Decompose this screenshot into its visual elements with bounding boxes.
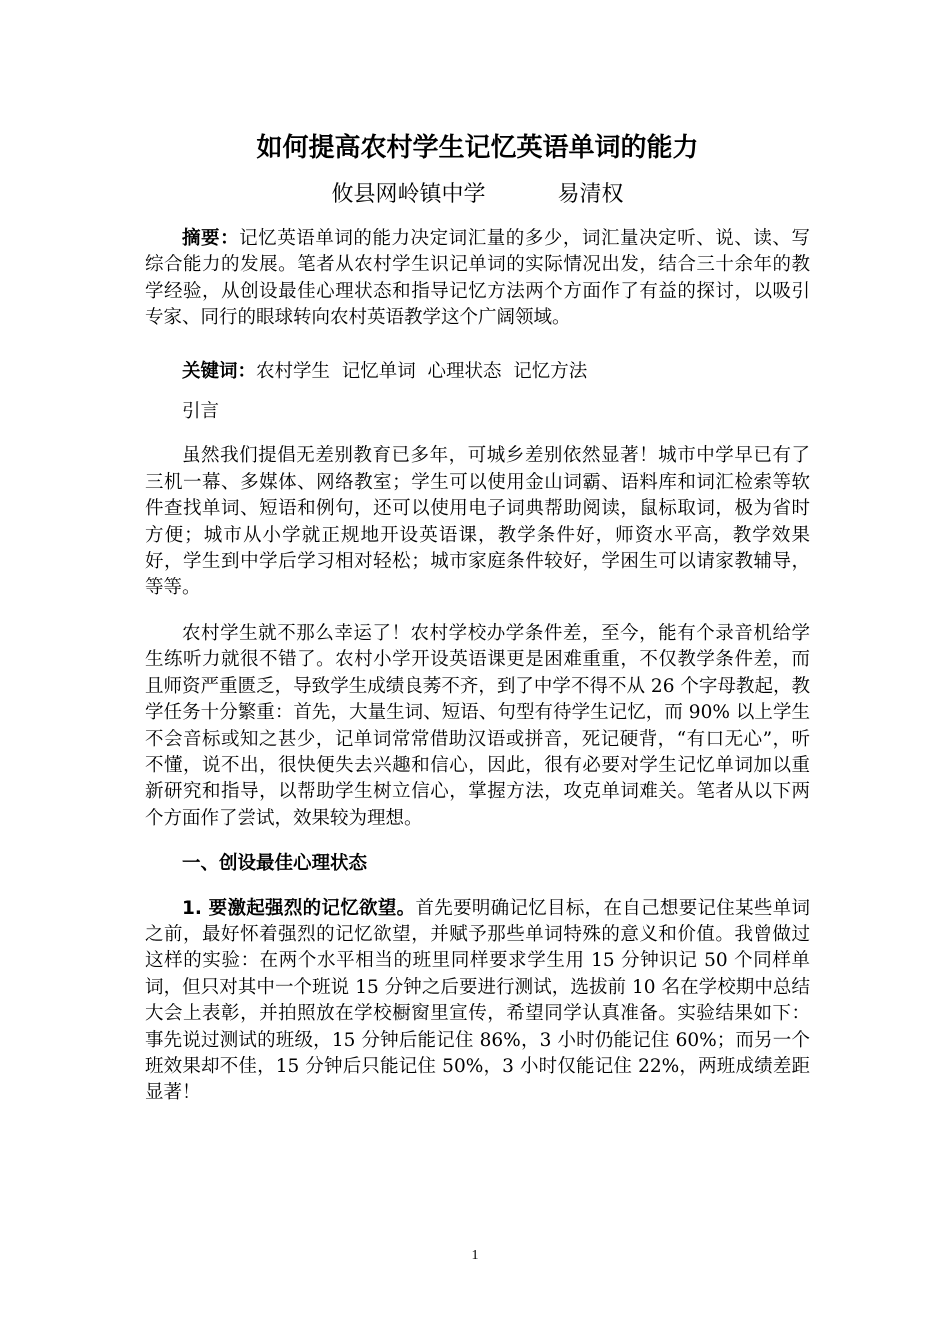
item-1-paragraph [145,896,810,1107]
abstract-label: 摘要： [182,228,240,249]
school-name: 攸县网岭镇中学 [331,182,486,207]
keywords-text: 农村学生 记忆单词 心理状态 记忆方法 [256,360,588,382]
paragraph-2: 农村学生就不那么幸运了！农村学校办学条件差，至今，能有个录音机给学生练听力就很不错了。农村小学开设英语课更是困难重重，不仅教学条件差，而且师资严重匮乏，导致学生成绩良莠不齐，到了中学不得不从 26 个字母教起，教学任务十分繁重：首先，大量生词、短语、句型有待学生记忆，而 90% 以上学生不会音标或知之甚少，记单词常常借助汉语或拼音，死记硬背，“有口无心”，听不懂，说不出，很快便失去兴趣和信心，因此，很有必要对学生记忆单词加以重新研究和指导，以帮助学生树立信心，掌握方法，攻克单词难关。笔者从以下两个方面作了尝试，效果较为理想。 [145,622,810,829]
keywords-label: 关键词： [182,360,257,382]
intro-heading: 引言 [182,401,220,423]
page-number: 1 [471,1248,479,1263]
author-line [145,178,810,212]
section-1-heading: 一、创设最佳心理状态 [182,853,368,875]
keywords-line [145,359,810,385]
abstract-text: 记忆英语单词的能力决定词汇量的多少，词汇量决定听、说、读、写综合能力的发展。笔者从农村学生识记单词的实际情况出发，结合三十余年的教学经验，从创设最佳心理状态和指导记忆方法两个方面作了有益的探讨，以吸引专家、同行的眼球转向农村英语教学这个广阔领域。 [145,228,810,329]
paragraph-1: 虽然我们提倡无差别教育已多年，可城乡差别依然显著！城市中学早已有了三机一幕、多媒体、网络教室；学生可以使用金山词霸、语料库和词汇检索等软件查找单词、短语和例句，还可以使用电子词典帮助阅读，鼠标取词，极为省时方便；城市从小学就正规地开设英语课，教学条件好，师资水平高，教学效果好，学生到中学后学习相对轻松；城市家庭条件较好，学困生可以请家教辅导，等等。 [145,445,810,599]
item-1-text: 首先要明确记忆目标，在自己想要记住某些单词之前，最好怀着强烈的记忆欲望，并赋予那些单词特殊的意义和价值。我曾做过这样的实验：在两个水平相当的班里同样要求学生用 15 分钟识记 50 个同样单词，但只对其中一个班说 15 分钟之后要进行测试，选拔前 10 名在学校期中总结大会上表彰，并拍照放在学校橱窗里宣传，希望同学认真准备。实验结果如下：事先说过测试的班级，15 分钟后能记住 86%，3 小时仍能记住 60%；而另一个班效果却不佳，15 分钟后只能记住 50%，3 小时仅能记住 22%，两班成绩差距显著！ [145,897,810,1104]
author-name: 易清权 [557,182,624,207]
item-1-label: 1. 要激起强烈的记忆欲望。 [182,897,416,919]
document-title: 如何提高农村学生记忆英语单词的能力 [256,133,699,163]
abstract-paragraph [145,226,810,332]
document-page [145,128,810,1107]
